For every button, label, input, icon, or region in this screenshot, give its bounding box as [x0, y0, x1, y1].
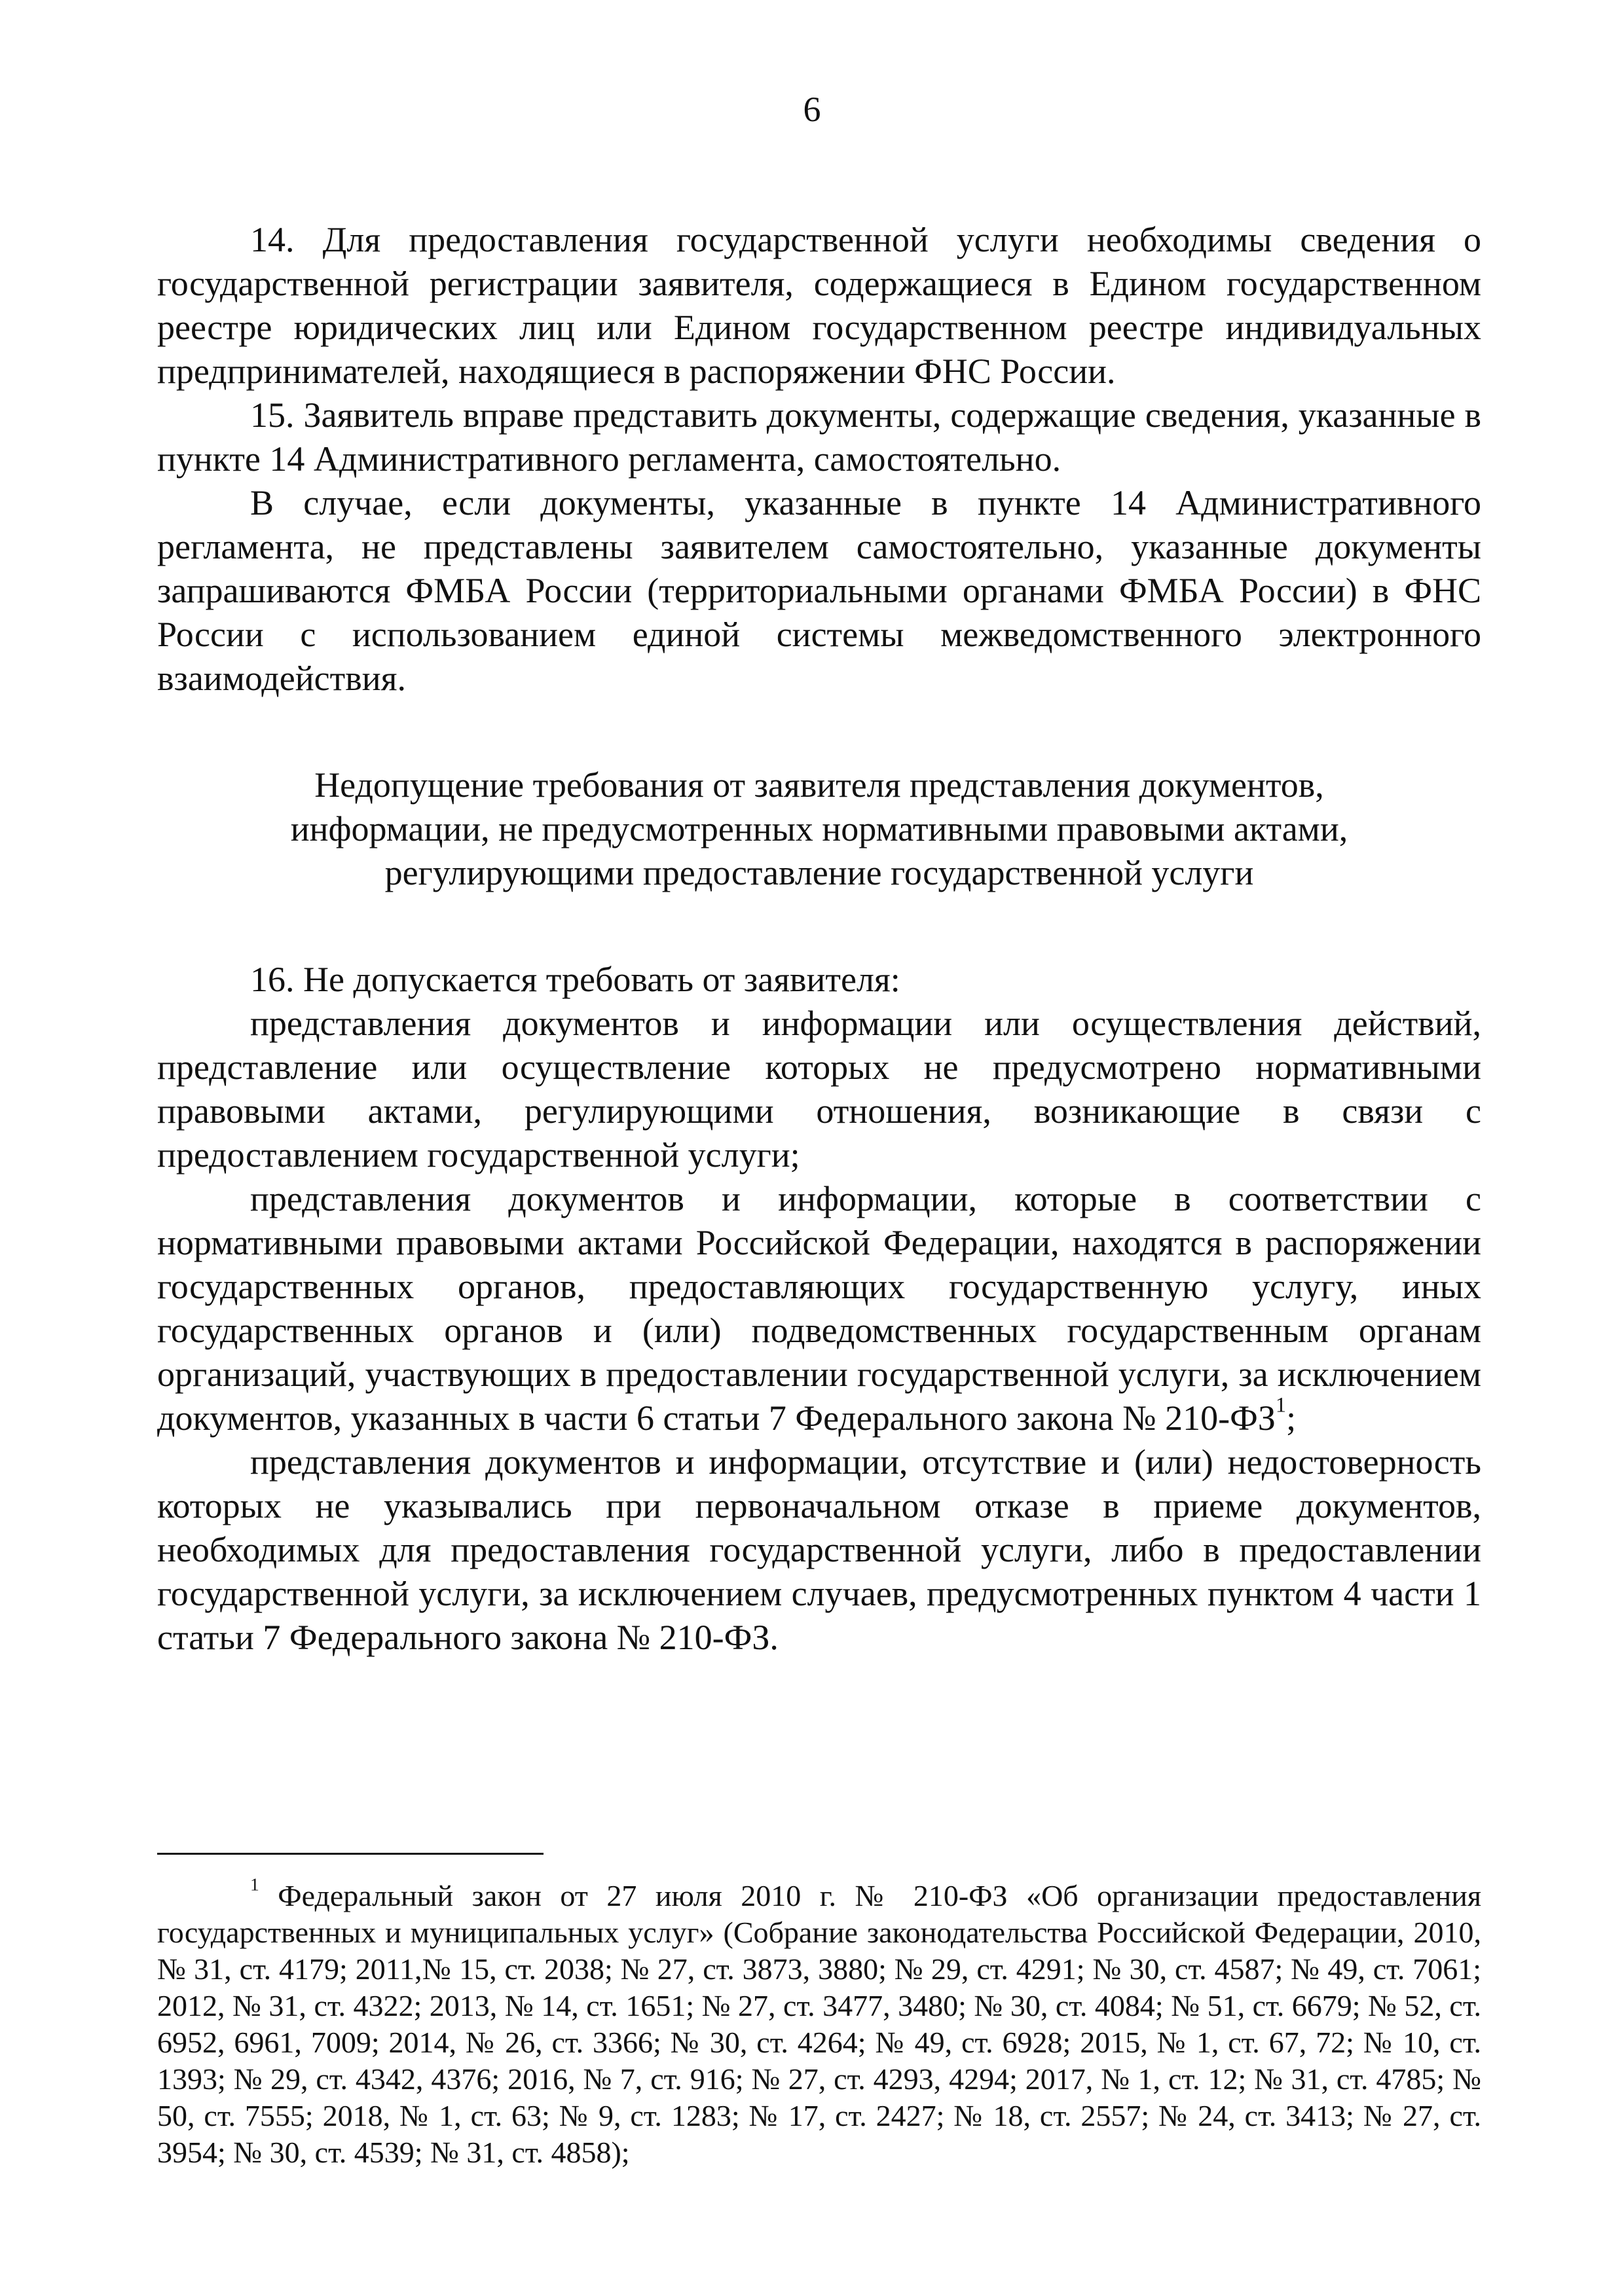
- paragraph-16-item-c: представления документов и информации, отсутствие и (или) недостоверность которых не указывались при первоначальном отказе в приеме документов, необходимых для предоставления государственной услуги, либо в предоставлении государственной услуги, за исключением случаев, предусмотренных пунктом 4 части 1 статьи 7 Федерального закона № 210-ФЗ.: [157, 1442, 1481, 1657]
- paragraph-14: 14. Для предоставления государственной услуги необходимы сведения о государственной регистрации заявителя, содержащиеся в Едином государственном реестре юридических лиц или Едином государственном реестре индивидуальных предпринимателей, находящиеся в распоряжении ФНС России.: [157, 220, 1481, 391]
- footnote-separator: [157, 1853, 544, 1855]
- paragraph-16-item-b: [157, 1177, 1481, 1440]
- footnote-marker: 1: [250, 1874, 259, 1895]
- page-number: 6: [803, 90, 821, 129]
- paragraph-16: 16. Не допускается требовать от заявителя:: [250, 960, 900, 999]
- section-heading: [157, 763, 1481, 895]
- section-heading-line-1: Недопущение требования от заявителя представления документов,: [314, 765, 1324, 805]
- footnote-text: Федеральный закон от 27 июля 2010 г. № 210-ФЗ «Об организации предоставления государственных и муниципальных услуг» (Собрание законодательства Российской Федерации, 2010, № 31, ст. 4179; 2011,№ 15, ст. 2038; № 27, ст. 3873, 3880; № 29, ст. 4291; № 30, ст. 4587; № 49, ст. 7061; 2012, № 31, ст. 4322; 2013, № 14, ст. 1651; № 27, ст. 3477, 3480; № 30, ст. 4084; № 51, ст. 6679; № 52, ст. 6952, 6961, 7009; 2014, № 26, ст. 3366; № 30, ст. 4264; № 49, ст. 6928; 2015, № 1, ст. 67, 72; № 10, ст. 1393; № 29, ст. 4342, 4376; 2016, № 7, ст. 916; № 27, ст. 4293, 4294; 2017, № 1, ст. 12; № 31, ст. 4785; № 50, ст. 7555; 2018, № 1, ст. 63; № 9, ст. 1283; № 17, ст. 2427; № 18, ст. 2557; № 24, ст. 3413; № 27, ст. 3954; № 30, ст. 4539; № 31, ст. 4858);: [157, 1879, 1481, 2169]
- footnote-reference: 1: [1275, 1393, 1287, 1417]
- paragraph-15-continuation: В случае, если документы, указанные в пункте 14 Административного регламента, не представлены заявителем самостоятельно, указанные документы запрашиваются ФМБА России (территориальными органами ФМБА России) в ФНС России с использованием единой системы межведомственного электронного взаимодействия.: [157, 483, 1481, 698]
- paragraph-16-item-a: представления документов и информации или осуществления действий, представление или осуществление которых не предусмотрено нормативными правовыми актами, регулирующими отношения, возникающие в связи с предоставлением государственной услуги;: [157, 1004, 1481, 1175]
- paragraph-16-item-b-text: представления документов и информации, которые в соответствии с нормативными правовыми актами Российской Федерации, находятся в распоряжении государственных органов, предоставляющих государственную услугу, иных государственных органов и (или) подведомственных государственным органам организаций, участвующих в предоставлении государственной услуги, за исключением документов, указанных в части 6 статьи 7 Федерального закона № 210-ФЗ: [157, 1179, 1481, 1438]
- section-heading-line-2: информации, не предусмотренных нормативными правовыми актами,: [290, 809, 1348, 848]
- section-heading-line-3: регулирующими предоставление государственной услуги: [384, 853, 1254, 892]
- paragraph-16-item-b-end: ;: [1286, 1398, 1297, 1438]
- footnote: [157, 1874, 1481, 2171]
- paragraph-15: 15. Заявитель вправе представить документы, содержащие сведения, указанные в пункте 14 Административного регламента, самостоятельно.: [157, 395, 1481, 479]
- document-body: [157, 218, 1481, 1660]
